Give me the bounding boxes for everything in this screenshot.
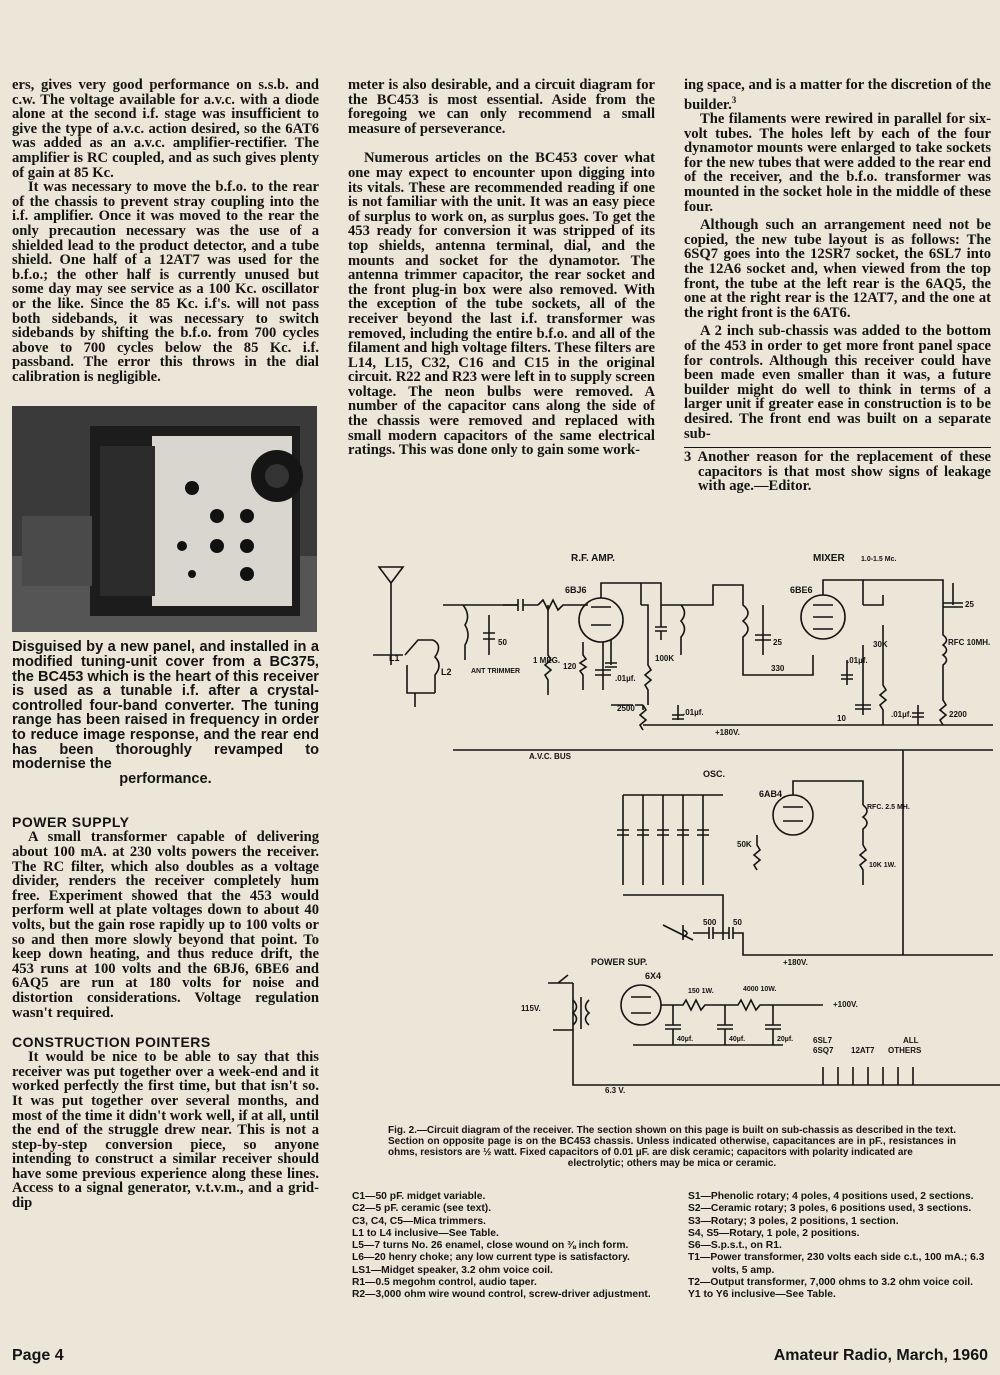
caption-text: Disguised by a new panel, and installed in a modified tuning-unit cover from a BC375, the BC453 which is the heart of this receiver is used as a tunable i.f. after a crystal-controlled four-band converter. The tuning range has been raised in frequency in order to reduce image response, and the rear end has been thoroughly revamped to modernise the <box>12 639 319 773</box>
circuit-diagram <box>343 545 1000 1120</box>
svg-text:12AT7: 12AT7 <box>851 1046 875 1055</box>
svg-text:30K: 30K <box>873 640 888 649</box>
label-avc-bus: A.V.C. BUS <box>529 752 571 761</box>
label-6-3v: 6.3 V. <box>605 1086 626 1095</box>
label-rfc-25mh: RFC. 2.5 MH. <box>867 804 910 811</box>
svg-text:50: 50 <box>498 638 507 647</box>
paragraph: It would be nice to be able to say that this receiver was put together over a week-end and it worked perfectly the first time, but that isn't so. It was put together over several months, and most of the time it didn't work well, if at all, until the end of the struggle drew near. This is not a step-by-step conversion piece, so anyone intending to construct a similar receiver should have some previous experience along these lines. Access to a signal generator, v.t.v.m., and a grid-dip <box>12 1049 319 1212</box>
column-2 <box>348 78 655 458</box>
label-6be6: 6BE6 <box>790 585 813 595</box>
svg-text:6SQ7: 6SQ7 <box>813 1046 834 1055</box>
svg-text:6SL7: 6SL7 <box>813 1036 833 1045</box>
parts-item: C1—50 pF. midget variable. <box>352 1191 486 1202</box>
parts-item: T1—Power transformer, 230 volts each side c.t., 100 mA.; 6.3 volts, 5 amp. <box>688 1252 985 1276</box>
svg-text:1 MEG.: 1 MEG. <box>533 656 561 665</box>
column-1 <box>12 78 319 1211</box>
tube-6bj6 <box>565 585 623 642</box>
parts-item: LS1—Midget speaker, 3.2 ohm voice coil. <box>352 1264 553 1276</box>
label-mixer: MIXER <box>813 553 845 564</box>
tube-6ab4 <box>759 789 813 835</box>
paragraph: Numerous articles on the BC453 cover what one may expect to encounter upon digging into its vitals. These are recommended reading if one is not familiar with the unit. It was an easy piece of surplus to work on, as surplus goes. To get the 453 ready for conversion it was stripped of its top shields, antenna terminal, dial, and the mounts and socket for the dynamotor. The antenna trimmer capacitor, the rear socket and the front plug-in box were also removed. With the exception of the tube sockets, all of the receiver beyond the last i.f. transformer was removed, including the entire b.f.o. and all of the filament and high voltage filters. These filters are L14, L15, C32, C16 and C15 in the original circuit. R22 and R23 were left in to supply screen voltage. The neon bulbs were removed. A number of the capacitor cans along the side of the chassis were removed and replaced with small modern capacitors of the same electrical ratings. This was done only to gain some work- <box>348 150 655 459</box>
parts-item: R1—0.5 megohm control, audio taper. <box>352 1277 537 1289</box>
svg-text:2500: 2500 <box>617 704 635 713</box>
paragraph: It was necessary to move the b.f.o. to the rear of the chassis to prevent stray coupling into the i.f. amplifier. Once it was moved to the rear the only precaution necessary was the use of a shielded lead to the product detector, and a tube shield. One half of a 12AT7 was used for the b.f.o.; the other half is currently unused but some day may see service as a 100 Kc. oscillator or the like. Since the 85 Kc. i.f's. will not pass both sidebands, it was necessary to switch sidebands by shifting the b.f.o. from 700 cycles above to 700 cycles below the 85 Kc. i.f. passband. The error this throws in the dial calibration is negligible. <box>12 179 319 385</box>
svg-text:20µf.: 20µf. <box>777 1036 794 1043</box>
parts-item: S6—S.p.s.t., on R1. <box>688 1240 782 1252</box>
paragraph: A 2 inch sub-chassis was added to the bottom of the 453 in order to get more front panel space for controls. Although this receiver could have been made even smaller than it was, a future builder might do well to think in terms of a larger unit if greater ease in construction is to be desired. The front end was built on a separate sub- <box>684 323 991 442</box>
label-6bj6: 6BJ6 <box>565 585 587 595</box>
receiver-image <box>12 406 317 632</box>
label-plus-180-2: +180V. <box>783 958 808 967</box>
label-plus-100: +100V. <box>833 1000 858 1009</box>
footnote: 3 Another reason for the replacement of these capacitors is that most show signs of leakage with age.—Editor. <box>684 449 991 495</box>
paragraph: meter is also desirable, and a circuit diagram for the BC453 is most essential. Aside from the foregoing we can only recommend a small measure of perseverance. <box>348 77 655 137</box>
parts-item: C2—5 pF. ceramic (see text). <box>352 1203 492 1215</box>
tube-6x4 <box>621 971 661 1025</box>
parts-item: L1 to L4 inclusive—See Table. <box>352 1227 499 1239</box>
parts-list-left <box>352 1191 662 1302</box>
page-number: Page 4 <box>12 1347 64 1364</box>
parts-item: S2—Ceramic rotary; 3 poles, 6 positions used, 3 sections. <box>688 1203 972 1215</box>
label-rf-amp: R.F. AMP. <box>571 553 615 564</box>
magazine-footer: Amateur Radio, March, 1960 <box>773 1347 988 1364</box>
svg-text:150 1W.: 150 1W. <box>688 988 714 995</box>
svg-text:40µf.: 40µf. <box>677 1036 694 1043</box>
label-plus-180-1: +180V. <box>715 728 740 737</box>
svg-text:50K: 50K <box>737 840 752 849</box>
label-6ab4: 6AB4 <box>759 789 783 799</box>
label-ant-trimmer: ANT TRIMMER <box>471 668 520 675</box>
svg-text:10: 10 <box>837 714 846 723</box>
parts-item: L5—7 turns No. 26 enamel, close wound on ⅜ inch form. <box>352 1240 629 1252</box>
parts-item: Y1 to Y6 inclusive—See Table. <box>688 1289 836 1301</box>
svg-text:L1: L1 <box>389 653 400 663</box>
parts-item: S1—Phenolic rotary; 4 poles, 4 positions used, 2 sections. <box>688 1191 974 1202</box>
paragraph: ers, gives very good performance on s.s.b. and c.w. The voltage available for a.v.c. with a diode alone at the second i.f. stage was insufficient to give the type of a.v.c. action desired, so the 6AT6 was added as an a.v.c. amplifier-rectifier. The amplifier is RC coupled, and as such gives plenty of gain at 85 Kc. <box>12 77 319 181</box>
footnote-rule <box>684 447 991 448</box>
parts-item: T2—Output transformer, 7,000 ohms to 3.2 ohm voice coil. <box>688 1277 973 1289</box>
label-power-sup: POWER SUP. <box>591 957 648 967</box>
svg-text:2200: 2200 <box>949 710 967 719</box>
parts-item: C3, C4, C5—Mica trimmers. <box>352 1215 486 1227</box>
parts-item: S3—Rotary; 3 poles, 2 positions, 1 section. <box>688 1215 899 1227</box>
svg-text:L2: L2 <box>441 667 452 677</box>
parts-list-right <box>688 1191 993 1302</box>
svg-text:50: 50 <box>733 918 742 927</box>
label-mixer-range: 1.0-1.5 Mc. <box>861 556 897 563</box>
svg-text:10K 1W.: 10K 1W. <box>869 862 896 869</box>
section-heading-construction: CONSTRUCTION POINTERS <box>12 1034 211 1051</box>
svg-text:25: 25 <box>965 600 974 609</box>
tube-6be6 <box>790 585 845 639</box>
paragraph <box>684 78 991 112</box>
label-115v: 115V. <box>521 1004 541 1013</box>
svg-text:120: 120 <box>563 662 577 671</box>
svg-text:25: 25 <box>773 638 782 647</box>
svg-text:40µf.: 40µf. <box>729 1036 746 1043</box>
figure-caption-last-line: electrolytic; others may be mica or ceramic. <box>567 1158 777 1169</box>
antenna-icon <box>379 567 403 615</box>
paragraph-text: ing space, and is a matter for the discretion of the builder. <box>684 77 991 113</box>
parts-item: R2—3,000 ohm wire wound control, screw-driver adjustment. <box>352 1289 651 1301</box>
label-rfc-10mh: RFC 10MH. <box>948 638 991 647</box>
svg-text:.01µf.: .01µf. <box>683 708 704 717</box>
caption-last-line: performance. <box>119 770 212 787</box>
photo-caption <box>12 640 319 786</box>
svg-text:.01µf.: .01µf. <box>615 674 636 683</box>
svg-text:330: 330 <box>771 664 785 673</box>
label-osc: OSC. <box>703 769 726 779</box>
column-3 <box>684 78 991 494</box>
parts-item: L6—20 henry choke; any low current type is satisfactory. <box>352 1252 630 1264</box>
label-6x4: 6X4 <box>645 971 662 981</box>
svg-text:100K: 100K <box>655 654 675 663</box>
figure-caption <box>388 1125 956 1169</box>
paragraph: Although such an arrangement need not be copied, the new tube layout is as follows: The 6SQ7 goes into the 12SR7 socket, the 6SL7 into the 12A6 socket and, when viewed from the top front, the tube at the left rear is the 6AQ5, the one at the right rear is the 12AT7, and the one at the right front is the 6AT6. <box>684 217 991 321</box>
receiver-photo <box>12 406 317 632</box>
footnote-ref: 3 <box>731 94 737 105</box>
figure-caption-text: Fig. 2.—Circuit diagram of the receiver. The section shown on this page is built on sub-chassis as described in the text. Section on opposite page is on the BC453 chassis. Unless indicated otherwise, capacitances are in pF., resistances in ohms, resistors are ½ watt. Fixed capacitors of 0.01 µF. are disk ceramic; capacitors with polarity indicated are <box>388 1125 956 1158</box>
svg-text:OTHERS: OTHERS <box>888 1046 922 1055</box>
paragraph: The filaments were rewired in parallel for six-volt tubes. The holes left by each of the four dynamotor mounts were enlarged to take sockets for the new tubes that were added to the rear end of the receiver, and the b.f.o. transformer was mounted in the socket hole in the middle of these four. <box>684 111 991 215</box>
paragraph: A small transformer capable of delivering about 100 mA. at 230 volts powers the receiver. The RC filter, which also doubles as a voltage divider, renders the receiver completely hum free. Experiment showed that the 453 would perform well at plate voltages down to about 40 volts, but the gain rose rapidly up to 100 volts or so and then more slowly beyond that point. To keep down heating, and thus reduce drift, the 453 runs at 100 volts and the 6BJ6, 6BE6 and 6AQ5 are run at 180 volts for noise and distortion considerations. Voltage regulation wasn't required. <box>12 829 319 1021</box>
svg-text:ALL: ALL <box>903 1036 919 1045</box>
section-heading-power-supply: POWER SUPPLY <box>12 814 130 831</box>
svg-text:.01µf.: .01µf. <box>891 710 912 719</box>
parts-item: S4, S5—Rotary, 1 pole, 2 positions. <box>688 1227 860 1239</box>
svg-text:500: 500 <box>703 918 717 927</box>
svg-text:.01µf.: .01µf. <box>847 656 868 665</box>
svg-text:4000 10W.: 4000 10W. <box>743 986 777 993</box>
